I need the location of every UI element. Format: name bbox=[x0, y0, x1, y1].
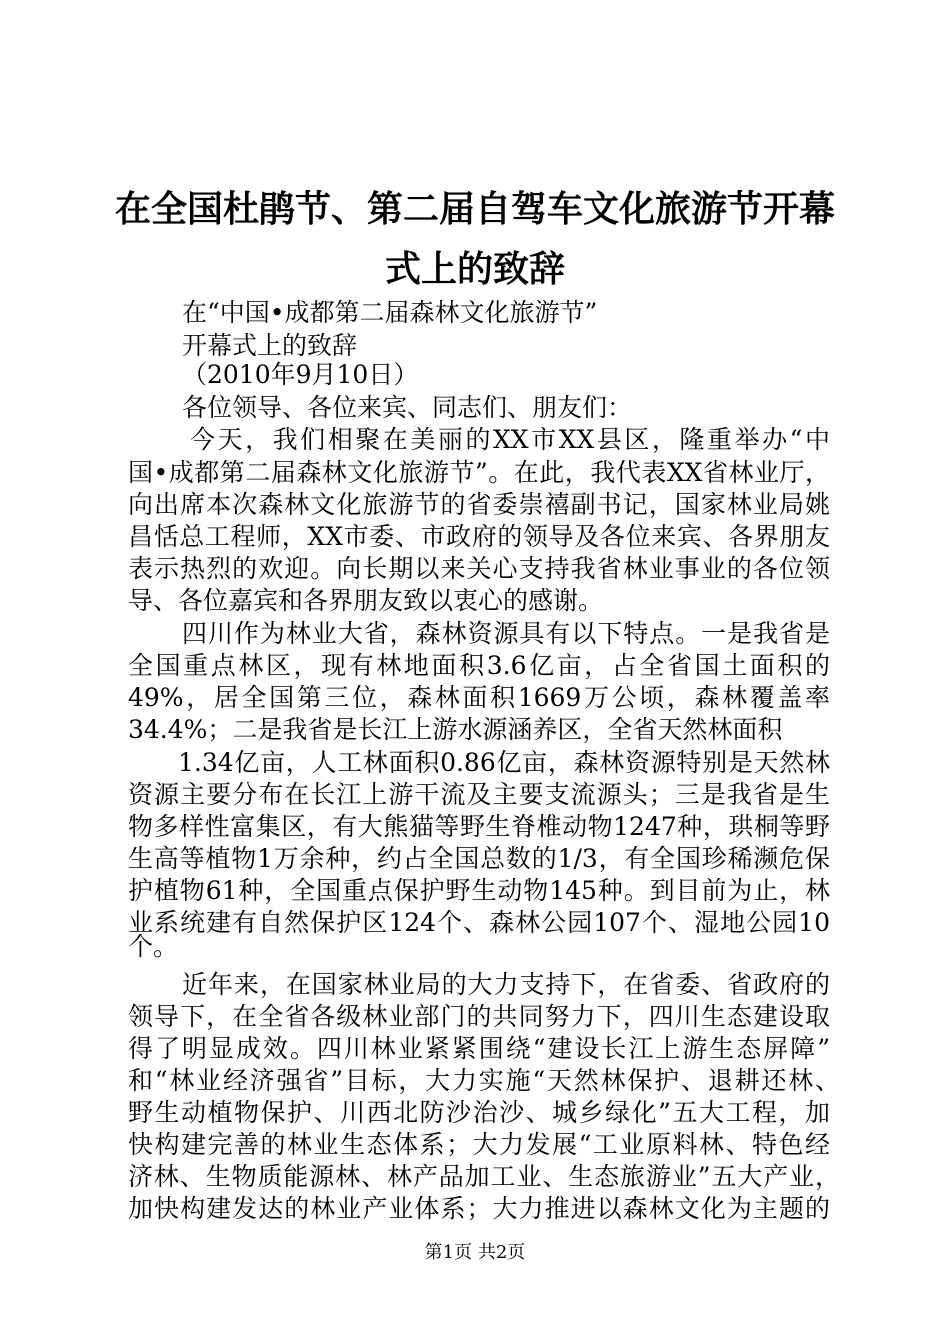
body-line: （2010年9月10日） bbox=[182, 360, 419, 389]
body-line: 国•成都第二届森林文化旅游节”。在此，我代表XX省林业厅， bbox=[128, 458, 830, 487]
body-line: 加快构建发达的林业产业体系；大力推进以森林文化为主题的 bbox=[128, 1194, 830, 1223]
body-line: 开幕式上的致辞 bbox=[182, 331, 358, 360]
document-title-line-1: 在全国杜鹃节、第二届自驾车文化旅游节开幕 bbox=[114, 189, 835, 230]
body-line: 生高等植物1万余种，约占全国总数的1/3，有全国珍稀濒危保 bbox=[128, 844, 830, 873]
body-line: 34.4%；二是我省是长江上游水源涵养区，全省天然林面积 bbox=[128, 715, 783, 744]
body-line: 四川作为林业大省，森林资源具有以下特点。一是我省是 bbox=[182, 619, 830, 648]
body-line: 得了明显成效。四川林业紧紧围绕“建设长江上游生态屏障” bbox=[128, 1034, 830, 1063]
body-line: 今天，我们相聚在美丽的XX市XX县区，隆重举办“中 bbox=[190, 425, 830, 454]
body-line: 近年来，在国家林业局的大力支持下，在省委、省政府的 bbox=[182, 970, 830, 999]
body-line: 各位领导、各位来宾、同志们、朋友们： bbox=[182, 393, 633, 422]
body-line: 快构建完善的林业生态体系；大力发展“工业原料林、特色经 bbox=[128, 1130, 830, 1159]
body-line: 个。 bbox=[128, 932, 179, 961]
body-line: 1.34亿亩，人工林面积0.86亿亩，森林资源特别是天然林 bbox=[178, 748, 830, 777]
body-line: 昌恬总工程师，XX市委、市政府的领导及各位来宾、各界朋友 bbox=[128, 522, 830, 551]
body-line: 和“林业经济强省”目标，大力实施“天然林保护、退耕还林、 bbox=[128, 1066, 840, 1095]
body-line: 表示热烈的欢迎。向长期以来关心支持我省林业事业的各位领 bbox=[128, 554, 830, 583]
body-line: 全国重点林区，现有林地面积3.6亿亩，占全省国土面积的 bbox=[128, 651, 830, 680]
body-line: 在“中国•成都第二届森林文化旅游节” bbox=[182, 298, 598, 327]
body-line: 业系统建有自然保护区124个、森林公园107个、湿地公园10 bbox=[128, 908, 830, 937]
body-line: 资源主要分布在长江上游干流及主要支流源头；三是我省是生 bbox=[128, 780, 830, 809]
body-line: 导、各位嘉宾和各界朋友致以衷心的感谢。 bbox=[128, 586, 604, 615]
body-line: 领导下，在全省各级林业部门的共同努力下，四川生态建设取 bbox=[128, 1002, 830, 1031]
body-line: 护植物61种，全国重点保护野生动物145种。到目前为止，林 bbox=[128, 876, 830, 905]
page-number-footer: 第1页 共2页 bbox=[424, 1242, 526, 1263]
body-line: 49%，居全国第三位，森林面积1669万公顷，森林覆盖率 bbox=[128, 683, 830, 712]
document-title-line-2: 式上的致辞 bbox=[384, 249, 565, 290]
body-line: 向出席本次森林文化旅游节的省委崇禧副书记，国家林业局姚 bbox=[128, 490, 830, 519]
body-line: 济林、生物质能源林、林产品加工业、生态旅游业”五大产业， bbox=[128, 1162, 840, 1191]
body-line: 野生动植物保护、川西北防沙治沙、城乡绿化”五大工程，加 bbox=[128, 1098, 830, 1127]
body-line: 物多样性富集区，有大熊猫等野生脊椎动物1247种，珙桐等野 bbox=[128, 812, 830, 841]
